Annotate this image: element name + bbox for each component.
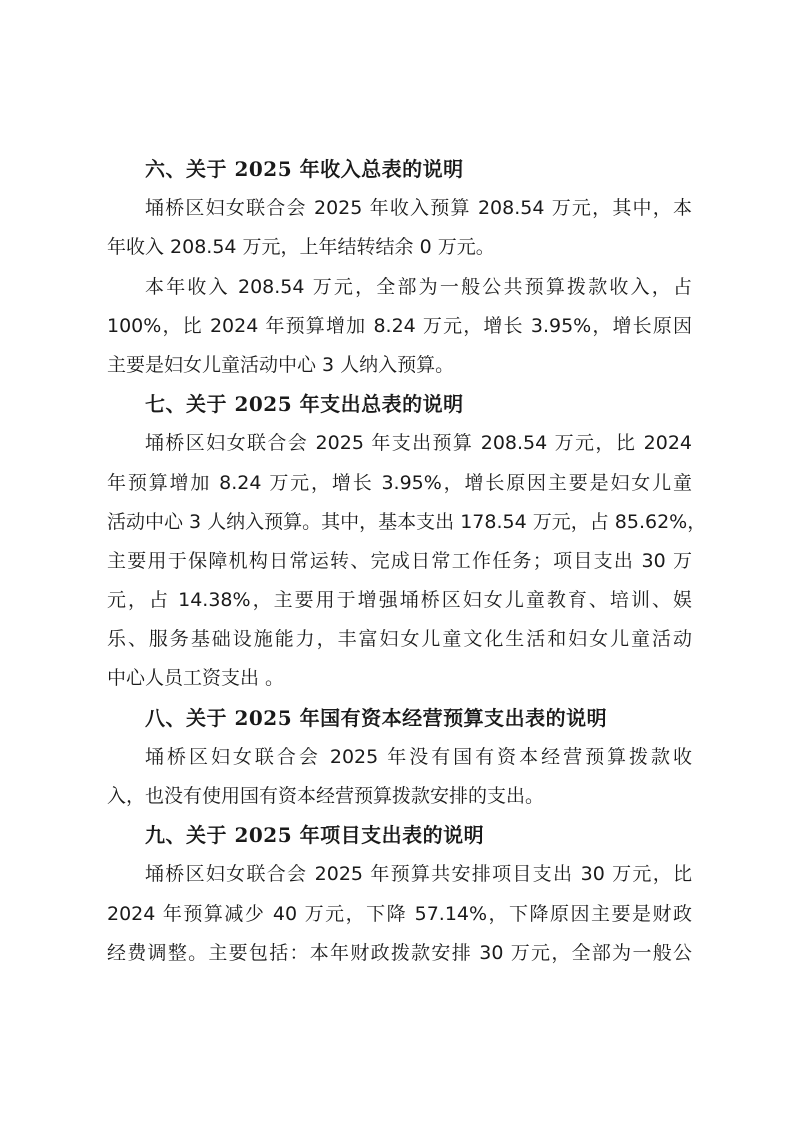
paragraph xyxy=(107,738,692,816)
paragraph xyxy=(107,268,692,386)
section-heading: 七、关于 2025 年支出总表的说明 xyxy=(145,392,464,417)
text-line: 埇桥区妇女联合会 2025 年收入预算 208.54 万元，其中，本 xyxy=(145,197,692,220)
text-line: 主要是妇女儿童活动中心 3 人纳入预算。 xyxy=(107,353,455,376)
text-line: 元，占 14.38%，主要用于增强埇桥区妇女儿童教育、培训、娱 xyxy=(107,589,692,612)
text-line: 中心人员工资支出 。 xyxy=(107,667,285,690)
section-heading: 八、关于 2025 年国有资本经营预算支出表的说明 xyxy=(145,705,608,730)
section-state-capital-budget xyxy=(107,699,692,817)
text-line: 100%，比 2024 年预算增加 8.24 万元，增长 3.95%，增长原因 xyxy=(107,314,692,337)
paragraph xyxy=(107,189,692,267)
section-income-summary xyxy=(107,150,692,385)
section-project-expenditure xyxy=(107,816,692,973)
document-body xyxy=(107,150,707,973)
text-line: 主要用于保障机构日常运转、完成日常工作任务；项目支出 30 万 xyxy=(107,549,692,572)
text-line: 活动中心 3 人纳入预算。其中，基本支出 178.54 万元，占 85.62%， xyxy=(107,510,707,533)
text-line: 年收入 208.54 万元，上年结转结余 0 万元。 xyxy=(107,236,495,259)
text-line: 埇桥区妇女联合会 2025 年没有国有资本经营预算拨款收 xyxy=(145,745,692,768)
text-line: 本年收入 208.54 万元，全部为一般公共预算拨款收入，占 xyxy=(145,275,692,298)
text-line: 埇桥区妇女联合会 2025 年支出预算 208.54 万元，比 2024 xyxy=(145,432,692,455)
text-line: 经费调整。主要包括：本年财政拨款安排 30 万元，全部为一般公 xyxy=(107,941,692,964)
section-heading: 六、关于 2025 年收入总表的说明 xyxy=(145,157,464,181)
text-line: 埇桥区妇女联合会 2025 年预算共安排项目支出 30 万元，比 xyxy=(145,863,692,886)
text-line: 年预算增加 8.24 万元，增长 3.95%，增长原因主要是妇女儿童 xyxy=(107,471,692,494)
text-line: 2024 年预算减少 40 万元，下降 57.14%，下降原因主要是财政 xyxy=(107,902,692,925)
paragraph xyxy=(107,855,692,973)
section-expenditure-summary xyxy=(107,385,707,699)
section-heading: 九、关于 2025 年项目支出表的说明 xyxy=(145,823,485,848)
paragraph xyxy=(107,424,707,698)
text-line: 入，也没有使用国有资本经营预算拨款安排的支出。 xyxy=(107,785,545,808)
text-line: 乐、服务基础设施能力，丰富妇女儿童文化生活和妇女儿童活动 xyxy=(107,628,692,651)
